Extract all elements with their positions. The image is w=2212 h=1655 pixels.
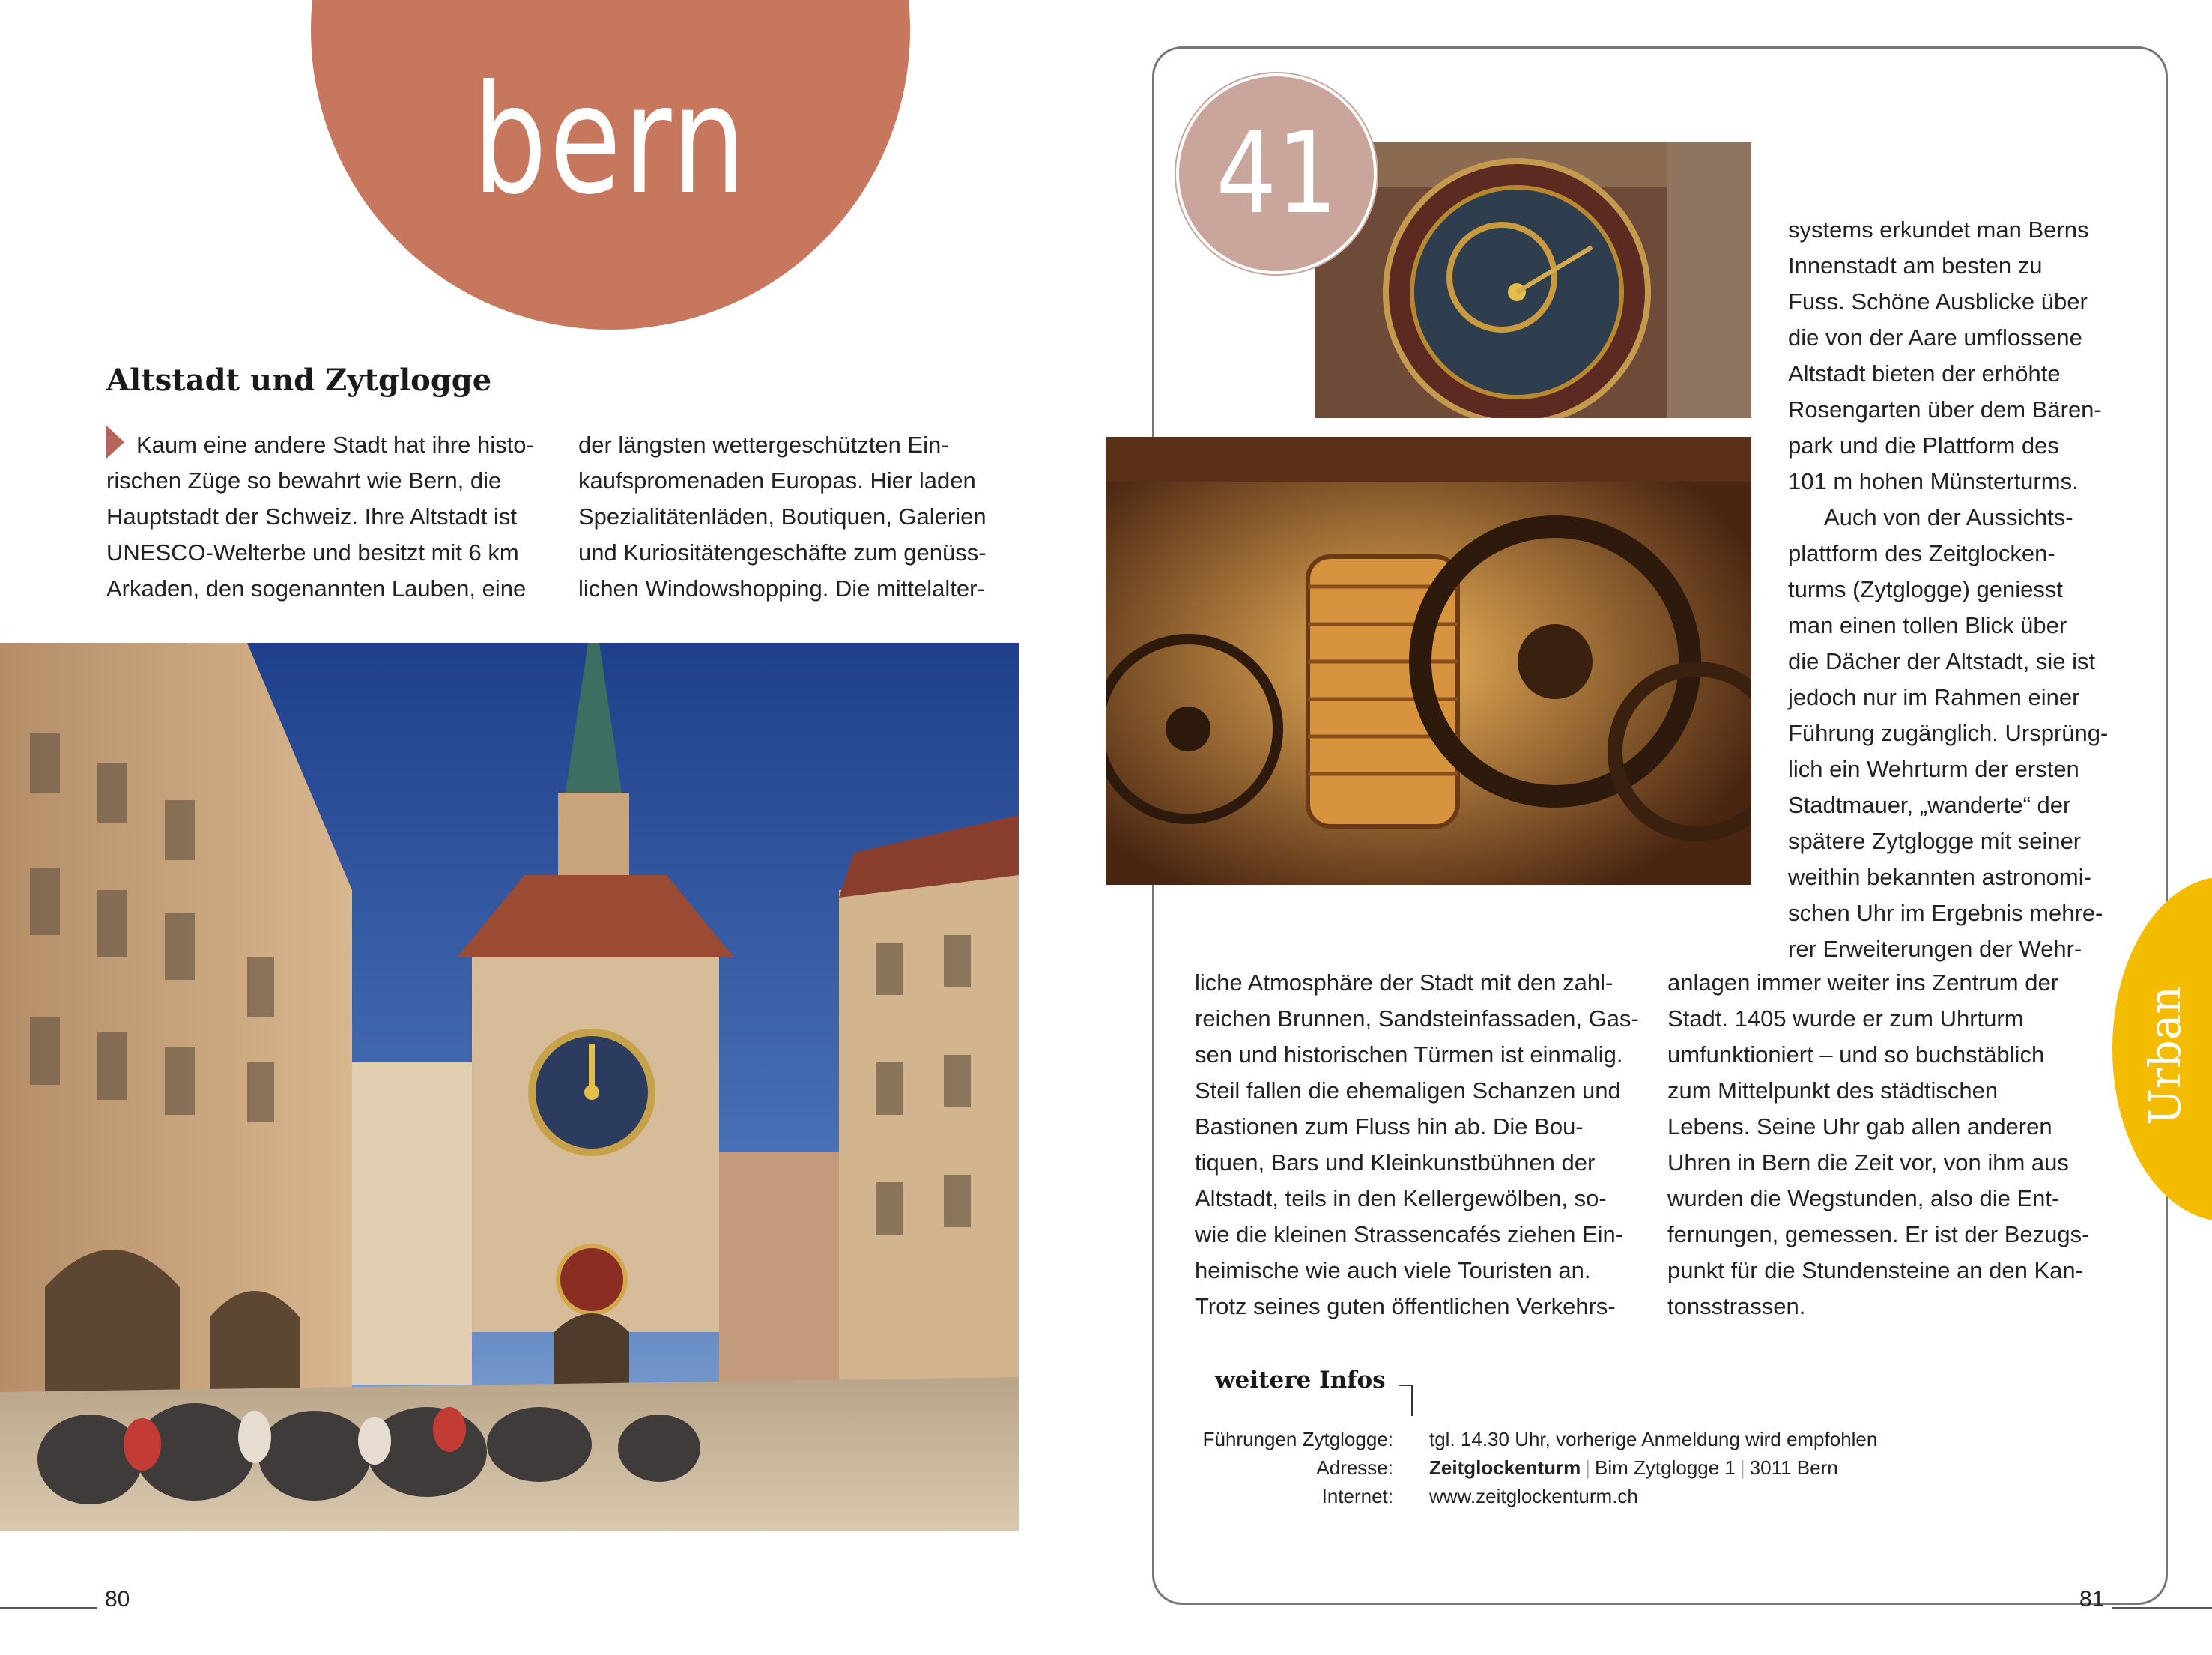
text-column-2: [578, 427, 987, 607]
text-line: Steil fallen die ehemaligen Schanzen und: [1195, 1077, 1621, 1104]
text-line: weithin bekannten astronomi-: [1788, 864, 2091, 890]
text-line: kaufspromenaden Europas. Hier laden: [578, 468, 976, 494]
text-line: lichen Windowshopping. Die mittelalter-: [578, 575, 985, 602]
footer-rule-right: [2112, 1607, 2212, 1609]
text-line: plattform des Zeitglocken-: [1788, 540, 2055, 566]
clock-photo-illustration: [1315, 142, 1751, 418]
text-line: heimische wie auch viele Touristen an.: [1195, 1257, 1591, 1283]
text-line: zum Mittelpunkt des städtischen: [1667, 1077, 1999, 1104]
page-number-left: 80: [105, 1587, 130, 1612]
text-line: Hauptstadt der Schweiz. Ihre Altstadt ist: [106, 503, 517, 530]
text-line: systems erkundet man Berns: [1788, 217, 2089, 243]
text-line: Bastionen zum Fluss hin ab. Die Bou-: [1195, 1113, 1584, 1140]
entry-number: 41: [1215, 109, 1338, 239]
text-line: Kaum eine andere Stadt hat ihre histo-: [136, 432, 534, 458]
text-line: UNESCO-Welterbe und besitzt mit 6 km: [106, 539, 519, 566]
text-column-4: [1195, 965, 1639, 1325]
text-line: jedoch nur im Rahmen einer: [1788, 684, 2080, 710]
text-line: die von der Aare umflossene: [1788, 324, 2082, 351]
text-line: Fuss. Schöne Ausblicke über: [1788, 288, 2088, 315]
text-column-3: [1788, 212, 2108, 967]
category-label: Urban: [2139, 986, 2190, 1125]
text-line: schen Uhr im Ergebnis mehre-: [1788, 900, 2103, 926]
text-line: die Dächer der Altstadt, sie ist: [1788, 648, 2096, 674]
text-line: Stadt. 1405 wurde er zum Uhrturm: [1667, 1005, 2024, 1032]
text-line: spätere Zytglogge mit seiner: [1788, 828, 2082, 854]
text-line: rischen Züge so bewahrt wie Bern, die: [106, 468, 502, 494]
text-line: liche Atmosphäre der Stadt mit den zahl-: [1195, 969, 1613, 996]
address-street: Bim Zytglogge 1: [1595, 1456, 1736, 1479]
zytglogge-street-photo: [0, 643, 1019, 1531]
text-line: anlagen immer weiter ins Zentrum der: [1667, 969, 2059, 996]
address-name: Zeitglockenturm: [1429, 1456, 1581, 1479]
info-label-tours: Führungen Zytglogge:: [1202, 1428, 1393, 1450]
text-line: Spezialitätenläden, Boutiquen, Galerien: [578, 503, 987, 530]
text-line: Lebens. Seine Uhr gab allen anderen: [1667, 1113, 2052, 1140]
text-line: rer Erweiterungen der Wehr-: [1788, 936, 2082, 962]
text-line: Arkaden, den sogenannten Lauben, eine: [106, 575, 527, 602]
text-line: wurden die Wegstunden, also die Ent-: [1667, 1185, 2060, 1211]
text-line: sen und historischen Türmen ist einmalig.: [1195, 1041, 1623, 1068]
text-line: Auch von der Aussichts-: [1824, 504, 2073, 530]
street-photo-illustration: [0, 643, 1019, 1531]
text-line: tiquen, Bars und Kleinkunstbühnen der: [1195, 1149, 1596, 1176]
text-line: Rosengarten über dem Bären-: [1788, 396, 2102, 423]
text-line: Führung zugänglich. Ursprüng-: [1788, 720, 2109, 746]
info-label-internet: Internet:: [1321, 1485, 1393, 1507]
text-line: fernungen, gemessen. Er ist der Bezugs-: [1667, 1221, 2090, 1247]
page-number-right: 81: [2079, 1587, 2105, 1612]
info-value-address: [1429, 1453, 1838, 1482]
text-line: und Kuriositätengeschäfte zum genüss-: [578, 539, 987, 566]
text-line: reichen Brunnen, Sandsteinfassaden, Gas-: [1195, 1005, 1639, 1032]
text-line: umfunktioniert – und so buchstäblich: [1667, 1041, 2045, 1068]
info-label-address: Adresse:: [1316, 1456, 1393, 1479]
text-line: Altstadt bieten der erhöhte: [1788, 360, 2061, 387]
text-line: Trotz seines guten öffentlichen Verkehrs-: [1195, 1293, 1616, 1319]
text-line: Stadtmauer, „wanderte“ der: [1788, 792, 2071, 818]
text-line: lich ein Wehrturm der ersten: [1788, 756, 2079, 782]
text-line: der längsten wettergeschützten Ein-: [578, 432, 949, 458]
city-title: bern: [473, 53, 748, 228]
footer-rule-left: [0, 1607, 97, 1609]
text-line: 101 m hohen Münsterturms.: [1788, 468, 2079, 494]
text-line: man einen tollen Blick über: [1788, 612, 2067, 638]
text-line: turms (Zytglogge) geniesst: [1788, 576, 2063, 602]
text-line: wie die kleinen Strassencafés ziehen Ein-: [1195, 1221, 1624, 1247]
text-line: Altstadt, teils in den Kellergewölben, so-: [1195, 1185, 1607, 1211]
astronomical-clock-photo: [1315, 142, 1751, 418]
info-heading-rule-vertical: [1411, 1385, 1413, 1416]
address-city: 3011 Bern: [1749, 1456, 1838, 1479]
text-line: Innenstadt am besten zu: [1788, 252, 2043, 279]
clockwork-mechanism-photo: [1106, 437, 1751, 885]
text-line: Uhren in Bern die Zeit vor, von ihm aus: [1667, 1149, 2069, 1176]
section-heading: Altstadt und Zytglogge: [106, 363, 492, 398]
entry-number-badge: [1176, 73, 1377, 274]
text-line: punkt für die Stundensteine an den Kan-: [1667, 1257, 2083, 1283]
separator: |: [1739, 1456, 1745, 1479]
info-heading: weitere Infos: [1215, 1367, 1386, 1394]
text-column-1: [106, 427, 534, 607]
text-line: park und die Plattform des: [1788, 432, 2059, 459]
text-line: tonsstrassen.: [1667, 1293, 1806, 1319]
mechanism-photo-illustration: [1106, 437, 1751, 885]
text-column-5: [1667, 965, 2089, 1325]
website-link[interactable]: www.zeitglockenturm.ch: [1429, 1485, 1638, 1507]
separator: |: [1585, 1456, 1591, 1479]
info-value-tours: tgl. 14.30 Uhr, vorherige Anmeldung wird empfohlen: [1429, 1428, 1878, 1450]
